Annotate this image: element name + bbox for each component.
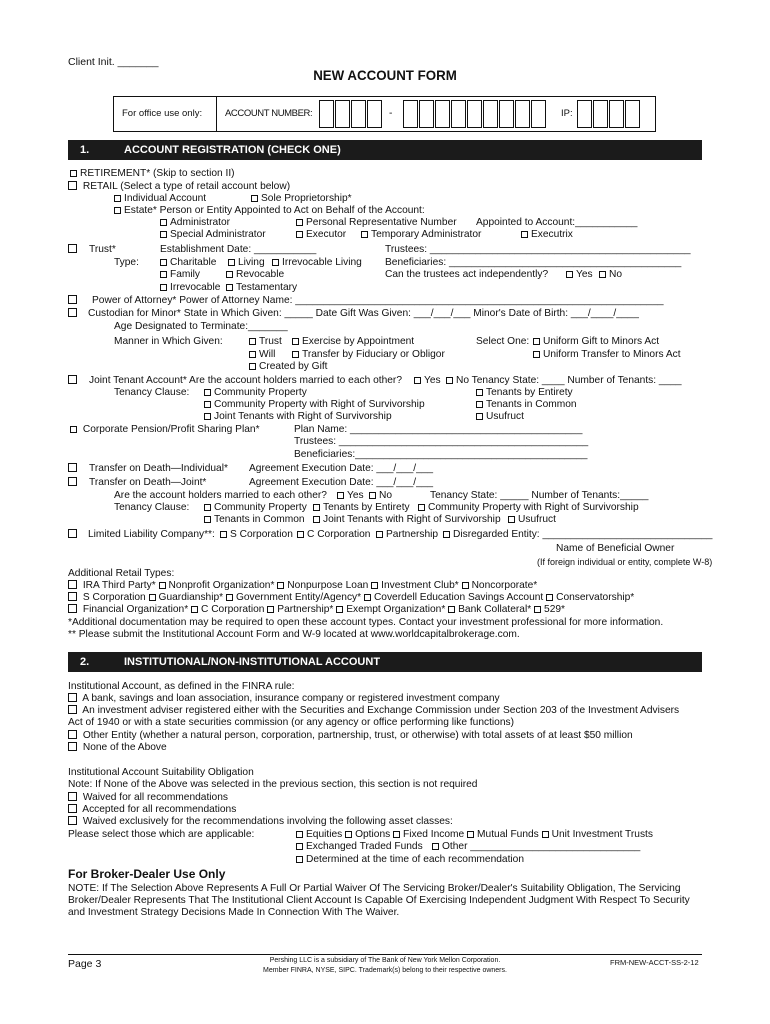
manner-given-label: Manner in Which Given: <box>114 336 223 347</box>
trust-checkbox[interactable] <box>68 244 80 256</box>
checkbox-icon[interactable] <box>249 338 256 345</box>
additional-row-1: IRA Third Party* Nonprofit Organization* Nonpurpose Loan Investment Club* Noncorporate* <box>68 580 537 592</box>
additional-retail-label: Additional Retail Types: <box>68 568 175 579</box>
suitability-heading: Institutional Account Suitability Obligation <box>68 767 254 778</box>
checkbox-icon[interactable] <box>249 351 256 358</box>
sole-prop-option[interactable]: Sole Proprietorship* <box>251 193 352 205</box>
checkbox-icon[interactable] <box>226 284 233 291</box>
checkbox-icon[interactable] <box>160 219 167 226</box>
married-yes-option[interactable]: Yes <box>337 490 364 502</box>
checkbox-icon[interactable] <box>68 705 77 714</box>
checkbox-icon[interactable] <box>296 856 303 863</box>
beneficial-owner-label: Name of Beneficial Owner <box>556 543 675 554</box>
broker-dealer-heading: For Broker-Dealer Use Only <box>68 867 226 881</box>
poa-row[interactable]: Power of Attorney* Power of Attorney Name: _________________________________________________________________ <box>92 295 664 306</box>
determined-option[interactable]: Determined at the time of each recommendation <box>296 854 524 866</box>
checkbox-icon[interactable] <box>297 531 304 538</box>
ip-digit-2[interactable] <box>593 100 608 128</box>
office-use-label: For office use only: <box>122 108 203 119</box>
account-number-label: ACCOUNT NUMBER: <box>225 108 313 119</box>
checkbox-icon[interactable] <box>68 604 77 613</box>
checkbox-icon[interactable] <box>267 606 274 613</box>
uniform-transfer-option[interactable]: Uniform Transfer to Minors Act <box>533 349 681 361</box>
executor-option[interactable]: Executor <box>296 229 346 241</box>
checkbox-icon[interactable] <box>476 413 483 420</box>
personal-rep-option[interactable]: Personal Representative Number <box>296 217 457 229</box>
agreement-date-joint-field[interactable]: Agreement Execution Date: ___/___/___ <box>249 477 434 488</box>
ip-digit-4[interactable] <box>625 100 640 128</box>
checkbox-icon[interactable] <box>251 195 258 202</box>
created-gift-option[interactable]: Created by Gift <box>249 361 328 373</box>
checkbox-icon[interactable] <box>296 231 303 238</box>
tenants-entirety-option[interactable]: Tenants by Entirety <box>476 387 573 399</box>
plan-trustees-field[interactable]: Trustees: ____________________________________________ <box>294 436 589 447</box>
footer-rule <box>68 954 702 955</box>
plan-name-field[interactable]: Plan Name: _________________________________________ <box>294 424 583 435</box>
checkbox-icon[interactable] <box>68 308 77 317</box>
joint-yes-option[interactable]: Yes <box>414 375 441 387</box>
exercise-appointment-option[interactable]: Exercise by Appointment <box>292 336 414 348</box>
institutional-option-a[interactable]: A bank, savings and loan association, insurance company or registered investment company <box>68 693 500 705</box>
checkbox-icon[interactable] <box>204 504 211 511</box>
plan-beneficiaries-field[interactable]: Beneficiaries:_________________________________________ <box>294 449 588 460</box>
account-dash: - <box>389 108 393 119</box>
institutional-option-b-cont: Act of 1940 or with a state securities commission (or any agency or office performing like functions) <box>68 717 514 728</box>
checkbox-icon[interactable] <box>68 295 77 304</box>
checkbox-icon[interactable] <box>68 529 77 538</box>
checkbox-icon[interactable] <box>533 338 540 345</box>
waived-exclusive-option[interactable]: Waived exclusively for the recommendations involving the following asset classes: <box>68 816 453 828</box>
agreement-date-individual-field[interactable]: Agreement Execution Date: ___/___/___ <box>249 463 434 474</box>
checkbox-icon[interactable] <box>272 259 279 266</box>
client-init: Client Init. _______ <box>68 56 159 68</box>
ip-label: IP: <box>561 108 573 119</box>
trustees-no-option[interactable]: No <box>599 269 622 281</box>
transfer-fiduciary-option[interactable]: Transfer by Fiduciary or Obligor <box>292 349 445 361</box>
ip-digit-1[interactable] <box>577 100 592 128</box>
checkbox-icon[interactable] <box>68 816 77 825</box>
checkbox-icon[interactable] <box>476 389 483 396</box>
account-digit-11[interactable] <box>499 100 514 128</box>
checkbox-icon[interactable] <box>345 831 352 838</box>
checkbox-icon[interactable] <box>361 231 368 238</box>
executrix-option[interactable]: Executrix <box>521 229 573 241</box>
living-option[interactable]: Living <box>228 257 265 269</box>
office-divider <box>216 97 217 131</box>
additional-row-2: S Corporation Guardianship* Government Entity/Agency* Coverdell Education Savings Account Conservatorship* <box>68 592 634 604</box>
checkbox-icon[interactable] <box>476 401 483 408</box>
checkbox-icon[interactable] <box>160 271 167 278</box>
checkbox-icon[interactable] <box>292 351 299 358</box>
pershing-line1: Pershing LLC is a subsidiary of The Bank of New York Mellon Corporation. <box>269 957 501 964</box>
broker-note-line1: NOTE: If The Selection Above Represents A Full Or Partial Waiver Of The Servicing Broker/Dealer's Suitability Obligation, The Servicing <box>68 883 681 894</box>
checkbox-icon[interactable] <box>277 582 284 589</box>
trustees-field[interactable]: Trustees: ______________________________________________ <box>385 244 691 255</box>
checkbox-icon[interactable] <box>204 389 211 396</box>
checkbox-icon[interactable] <box>443 531 450 538</box>
checkbox-icon[interactable] <box>160 284 167 291</box>
trustees-yes-option[interactable]: Yes <box>566 269 593 281</box>
checkbox-icon[interactable] <box>70 170 77 177</box>
checkbox-icon[interactable] <box>68 730 77 739</box>
usufruct-option[interactable]: Usufruct <box>476 411 524 423</box>
retail-option[interactable]: RETAIL (Select a type of retail account below) <box>68 181 290 193</box>
checkbox-icon[interactable] <box>228 259 235 266</box>
broker-note-line3: and Investment Strategy Decisions Made In Connection With The Waiver. <box>68 907 400 918</box>
account-digit-8[interactable] <box>451 100 466 128</box>
trust-label: Trust* <box>89 244 116 255</box>
llc-c-corp-option[interactable]: C Corporation <box>297 529 370 541</box>
irrevocable-living-option[interactable]: Irrevocable Living <box>272 257 362 269</box>
checkbox-icon[interactable] <box>376 531 383 538</box>
checkbox-icon[interactable] <box>68 375 77 384</box>
checkbox-icon[interactable] <box>546 594 553 601</box>
checkbox-icon[interactable] <box>296 843 303 850</box>
joint-tenant-checkbox[interactable] <box>68 375 80 387</box>
checkbox-icon[interactable] <box>160 259 167 266</box>
checkbox-icon[interactable] <box>534 606 541 613</box>
disregarded-entity-option[interactable]: Disregarded Entity: ______________________________ <box>443 529 712 541</box>
checkbox-icon[interactable] <box>521 231 528 238</box>
waived-all-option[interactable]: Waived for all recommendations <box>68 792 228 804</box>
joint-tenant-label: Joint Tenant Account* Are the account holders married to each other? <box>89 375 402 386</box>
checkbox-icon[interactable] <box>68 742 77 751</box>
section1-header <box>68 140 702 160</box>
checkbox-icon[interactable] <box>68 244 77 253</box>
checkbox-icon[interactable] <box>467 831 474 838</box>
usufruct2-option[interactable]: Usufruct <box>508 514 556 526</box>
establishment-date-field[interactable]: Establishment Date: ___________ <box>160 244 317 255</box>
estate-option[interactable]: Estate* Person or Entity Appointed to Act on Behalf of the Account: <box>114 205 425 217</box>
checkbox-icon[interactable] <box>414 377 421 384</box>
checkbox-icon[interactable] <box>68 804 77 813</box>
checkbox-icon[interactable] <box>446 377 453 384</box>
section2-header <box>68 652 702 672</box>
asset-classes-row: Equities Options Fixed Income Mutual Funds Unit Investment Trusts <box>296 829 653 841</box>
tod-joint-label: Transfer on Death—Joint* <box>89 477 207 488</box>
custodian-checkbox[interactable] <box>68 308 80 320</box>
llc-checkbox[interactable] <box>68 529 80 541</box>
account-digit-2[interactable] <box>335 100 350 128</box>
foreign-note: (If foreign individual or entity, complete W-8) <box>537 557 713 567</box>
tod-individual-label: Transfer on Death—Individual* <box>89 463 228 474</box>
tenants-common-option[interactable]: Tenants in Common <box>476 399 577 411</box>
other-option[interactable]: Other ______________________________ <box>432 841 640 853</box>
section1-number: 1. <box>80 144 90 156</box>
checkbox-icon[interactable] <box>542 831 549 838</box>
section2-title: INSTITUTIONAL/NON-INSTITUTIONAL ACCOUNT <box>124 656 381 668</box>
llc-s-corp-option[interactable]: S Corporation <box>220 529 293 541</box>
retirement-option[interactable]: RETIREMENT* (Skip to section II) <box>70 168 235 180</box>
account-digit-9[interactable] <box>467 100 482 128</box>
corporate-pension-option[interactable]: Corporate Pension/Profit Sharing Plan* <box>70 424 260 436</box>
revocable-option[interactable]: Revocable <box>226 269 284 281</box>
tenants-common2-option[interactable]: Tenants in Common <box>204 514 305 526</box>
ip-digit-3[interactable] <box>609 100 624 128</box>
community-property-option[interactable]: Community Property <box>204 387 307 399</box>
checkbox-icon[interactable] <box>68 580 77 589</box>
irrevocable-option[interactable]: Irrevocable <box>160 282 220 294</box>
checkbox-icon[interactable] <box>70 426 77 433</box>
appointed-to-field[interactable]: Appointed to Account:___________ <box>476 217 638 228</box>
administrator-option[interactable]: Administrator <box>160 217 230 229</box>
joint-no-tenancy-option[interactable]: No Tenancy State: ____ Number of Tenants: ____ <box>446 375 682 387</box>
checkbox-icon[interactable] <box>114 195 121 202</box>
special-admin-option[interactable]: Special Administrator <box>160 229 266 241</box>
office-use-box <box>113 96 656 132</box>
checkbox-icon[interactable] <box>364 594 371 601</box>
trustees-independent-label: Can the trustees act independently? <box>385 269 549 280</box>
account-digit-4[interactable] <box>367 100 382 128</box>
joint-survivorship2-option[interactable]: Joint Tenants with Right of Survivorship <box>313 514 501 526</box>
checkbox-icon[interactable] <box>226 594 233 601</box>
checkbox-icon[interactable] <box>191 606 198 613</box>
testamentary-option[interactable]: Testamentary <box>226 282 297 294</box>
etf-option[interactable]: Exchanged Traded Funds <box>296 841 423 853</box>
checkbox-icon[interactable] <box>226 271 233 278</box>
accepted-all-option[interactable]: Accepted for all recommendations <box>68 804 236 816</box>
tod-joint-checkbox[interactable] <box>68 477 80 489</box>
checkbox-icon[interactable] <box>296 831 303 838</box>
checkbox-icon[interactable] <box>393 831 400 838</box>
institutional-option-b[interactable]: An investment adviser registered either with the Securities and Exchange Commission under Section 203 of the Investment Advisers <box>68 705 679 717</box>
checkbox-icon[interactable] <box>149 594 156 601</box>
community-property2-option[interactable]: Community Property <box>204 502 307 514</box>
suitability-note: Note: If None of the Above was selected in the previous section, this section is not required <box>68 779 478 790</box>
form-code: FRM-NEW-ACCT-SS-2-12 <box>610 958 699 967</box>
tenancy-clause2-label: Tenancy Clause: <box>114 502 190 513</box>
checkbox-icon[interactable] <box>68 592 77 601</box>
charitable-option[interactable]: Charitable <box>160 257 216 269</box>
form-title: NEW ACCOUNT FORM <box>313 67 457 83</box>
institutional-option-d[interactable]: None of the Above <box>68 742 167 754</box>
checkbox-icon[interactable] <box>68 477 77 486</box>
page-number: Page 3 <box>68 958 102 970</box>
tenancy-state-field[interactable]: Tenancy State: _____ Number of Tenants:_____ <box>430 490 649 501</box>
section1-title: ACCOUNT REGISTRATION (CHECK ONE) <box>124 144 341 156</box>
checkbox-icon[interactable] <box>68 693 77 702</box>
checkbox-icon[interactable] <box>159 582 166 589</box>
married-no-option[interactable]: No <box>369 490 392 502</box>
checkbox-icon[interactable] <box>432 843 439 850</box>
checkbox-icon[interactable] <box>114 207 121 214</box>
checkbox-icon[interactable] <box>508 516 515 523</box>
checkbox-icon[interactable] <box>296 219 303 226</box>
trust-type-label: Type: <box>114 257 139 268</box>
broker-note-line2: Broker/Dealer Represents That The Institutional Client Account Is Capable Of Exercising Independent Judgment With Respect To Security <box>68 895 690 906</box>
checkbox-icon[interactable] <box>68 181 77 190</box>
checkbox-icon[interactable] <box>371 582 378 589</box>
checkbox-icon[interactable] <box>337 492 344 499</box>
checkbox-icon[interactable] <box>220 531 227 538</box>
checkbox-icon[interactable] <box>566 271 573 278</box>
checkbox-icon[interactable] <box>448 606 455 613</box>
llc-label: Limited Liability Company**: <box>88 529 215 540</box>
account-digit-6[interactable] <box>419 100 434 128</box>
institutional-option-c[interactable]: Other Entity (whether a natural person, corporation, partnership, trust, or otherwise) with total assets of at least $50 million <box>68 730 633 742</box>
tenancy-clause-label: Tenancy Clause: <box>114 387 190 398</box>
family-option[interactable]: Family <box>160 269 200 281</box>
poa-checkbox[interactable] <box>68 295 80 307</box>
checkbox-icon[interactable] <box>160 231 167 238</box>
account-digit-10[interactable] <box>483 100 498 128</box>
account-digit-13[interactable] <box>531 100 546 128</box>
temp-admin-option[interactable]: Temporary Administrator <box>361 229 481 241</box>
checkbox-icon[interactable] <box>418 504 425 511</box>
community-survivorship-option[interactable]: Community Property with Right of Survivorship <box>204 399 425 411</box>
checkbox-icon[interactable] <box>204 401 211 408</box>
llc-partnership-option[interactable]: Partnership <box>376 529 438 541</box>
uniform-gift-option[interactable]: Uniform Gift to Minors Act <box>533 336 659 348</box>
institutional-intro: Institutional Account, as defined in the FINRA rule: <box>68 681 295 692</box>
checkbox-icon[interactable] <box>68 463 77 472</box>
checkbox-icon[interactable] <box>369 492 376 499</box>
checkbox-icon[interactable] <box>204 413 211 420</box>
checkbox-icon[interactable] <box>462 582 469 589</box>
account-digit-5[interactable] <box>403 100 418 128</box>
select-one-label: Select One: <box>476 336 530 347</box>
account-digit-1[interactable] <box>319 100 334 128</box>
select-applicable-label: Please select those which are applicable: <box>68 829 255 840</box>
trust-gift-option[interactable]: Trust <box>249 336 282 348</box>
checkbox-icon[interactable] <box>68 792 77 801</box>
section2-number: 2. <box>80 656 90 668</box>
joint-survivorship-option[interactable]: Joint Tenants with Right of Survivorship <box>204 411 392 423</box>
checkbox-icon[interactable] <box>599 271 606 278</box>
checkbox-icon[interactable] <box>204 516 211 523</box>
institutional-form-note: ** Please submit the Institutional Account Form and W-9 located at www.worldcapitalbrokerage.com. <box>68 629 520 640</box>
tod-individual-checkbox[interactable] <box>68 463 80 475</box>
checkbox-icon[interactable] <box>249 363 256 370</box>
checkbox-icon[interactable] <box>533 351 540 358</box>
account-digit-3[interactable] <box>351 100 366 128</box>
checkbox-icon[interactable] <box>313 516 320 523</box>
will-option[interactable]: Will <box>249 349 275 361</box>
custodian-row[interactable]: Custodian for Minor* State in Which Given: _____ Date Gift Was Given: ___/___/___ Minor's Date of Birth: ___/____/____ <box>88 308 639 319</box>
tenants-entirety2-option[interactable]: Tenants by Entirety <box>313 502 410 514</box>
married-question: Are the account holders married to each other? <box>114 490 327 501</box>
checkbox-icon[interactable] <box>292 338 299 345</box>
community-survivorship2-option[interactable]: Community Property with Right of Survivorship <box>418 502 639 514</box>
age-terminate-field[interactable]: Age Designated to Terminate:_______ <box>114 321 288 332</box>
additional-row-3: Financial Organization* C Corporation Partnership* Exempt Organization* Bank Collateral* 529* <box>68 604 565 616</box>
individual-account-option[interactable]: Individual Account <box>114 193 206 205</box>
checkbox-icon[interactable] <box>313 504 320 511</box>
pershing-line2: Member FINRA, NYSE, SIPC. Trademark(s) belong to their respective owners. <box>263 967 507 974</box>
additional-doc-note: *Additional documentation may be required to open these account types. Contact your investment professional for more information. <box>68 617 664 628</box>
account-digit-12[interactable] <box>515 100 530 128</box>
checkbox-icon[interactable] <box>336 606 343 613</box>
account-digit-7[interactable] <box>435 100 450 128</box>
beneficiaries-field[interactable]: Beneficiaries: _________________________________________ <box>385 257 682 268</box>
